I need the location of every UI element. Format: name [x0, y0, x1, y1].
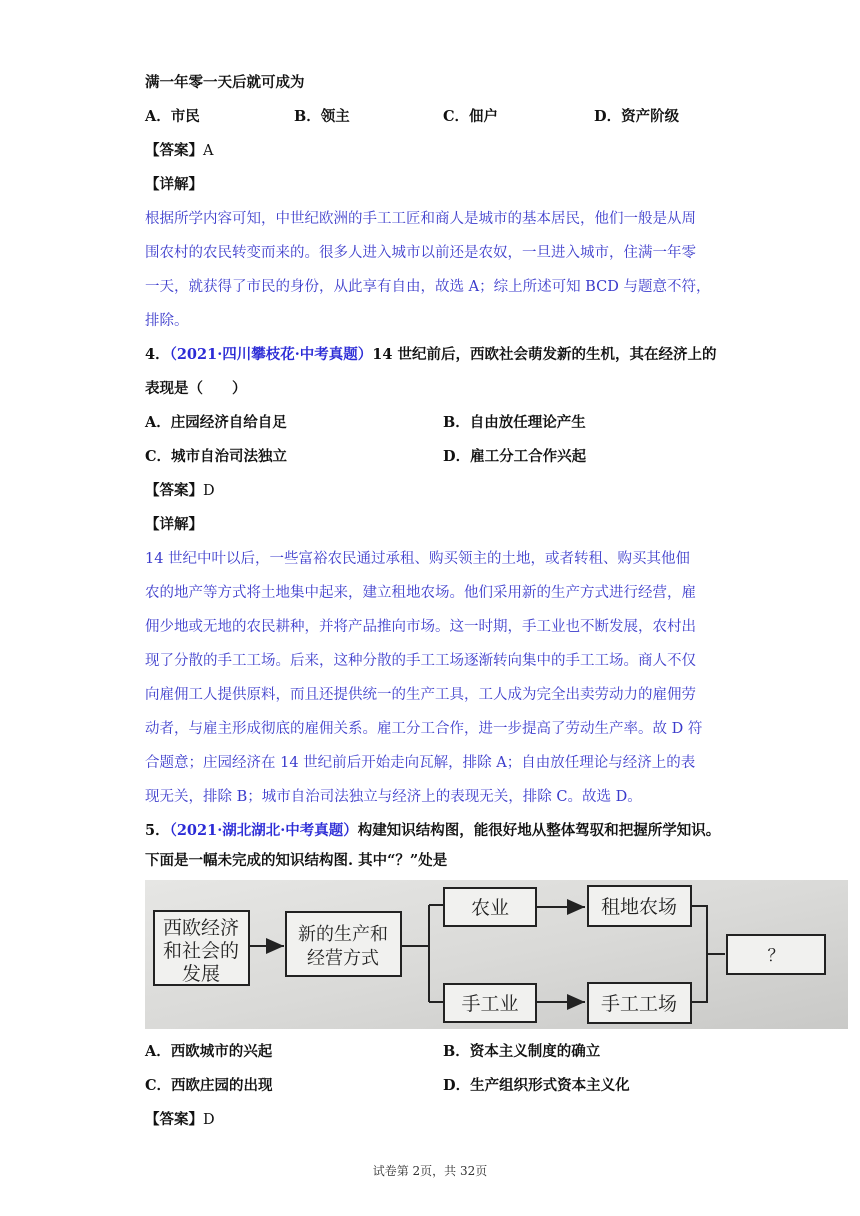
- box-rent-farm: [588, 886, 691, 926]
- q4-option-a: A．庄园经济自给自足: [145, 414, 287, 431]
- q3-answer: [145, 141, 213, 161]
- answer-label: 【答案】: [145, 482, 203, 499]
- box-line: 新的生产和: [298, 924, 388, 945]
- q3-explanation-line: 根据所学内容可知，中世纪欧洲的手工工匠和商人是城市的基本居民，他们一般是从周: [145, 211, 696, 227]
- box-label: ？: [767, 946, 785, 966]
- box-label: 租地农场: [600, 896, 678, 918]
- q4-explanation-line: 动者，与雇主形成彻底的雇佣关系。雇工分工合作，进一步提高了劳动生产率。故 D 符: [145, 721, 703, 737]
- q3-option-b: B．领主: [294, 108, 350, 125]
- q4-option-b: B．自由放任理论产生: [443, 414, 586, 431]
- question-number: 5．: [145, 822, 170, 839]
- box-line: 发展: [181, 963, 221, 985]
- question-4-stem-line2: 表现是（ ）: [145, 380, 247, 397]
- q4-explanation-line: 现了分散的手工工场。后来，这种分散的手工工场逐渐转向集中的手工工场。商人不仅: [145, 653, 696, 669]
- question-4-stem: [145, 345, 717, 365]
- q5-option-d: D．生产组织形式资本主义化: [443, 1077, 630, 1094]
- q3-detail-label: 【详解】: [145, 176, 203, 193]
- q4-option-c: C．城市自治司法独立: [145, 448, 288, 465]
- answer-label: 【答案】: [145, 1111, 203, 1128]
- box-line: 西欧经济: [162, 917, 240, 939]
- box-workshop: [588, 983, 691, 1023]
- box-line: 和社会的: [162, 940, 240, 962]
- answer-label: 【答案】: [145, 142, 203, 159]
- q4-answer: [145, 481, 215, 501]
- answer-value: D: [203, 483, 215, 499]
- box-unknown-answer: [727, 935, 825, 974]
- question-text: 14 世纪前后，西欧社会萌发新的生机，其在经济上的: [372, 346, 717, 363]
- q4-explanation-line: 现无关，排除 B；城市自治司法独立与经济上的表现无关，排除 C。故选 D。: [145, 789, 642, 805]
- box-handicraft: [444, 984, 536, 1022]
- q4-explanation-line: 佣少地或无地的农民耕种，并将产品推向市场。这一时期，手工业也不断发展，农村出: [145, 619, 696, 635]
- q4-explanation-line: 向雇佣工人提供原料，而且还提供统一的生产工具，工人成为完全出卖劳动力的雇佣劳: [145, 687, 696, 703]
- question-number: 4．: [145, 346, 170, 363]
- box-label: 手工业: [461, 993, 519, 1015]
- q4-explanation-line: 农的地产等方式将土地集中起来，建立租地农场。他们采用新的生产方式进行经营，雇: [145, 585, 696, 601]
- q5-answer: [145, 1110, 215, 1130]
- question-5-stem: [145, 821, 720, 841]
- answer-value: A: [203, 143, 214, 159]
- q3-option-a: A．市民: [145, 108, 200, 125]
- q4-option-d: D．雇工分工合作兴起: [443, 448, 587, 465]
- question-source: （2021·四川攀枝花·中考真题）: [169, 346, 373, 363]
- question-3-stem-end: 满一年零一天后就可成为: [145, 74, 305, 91]
- box-west-europe-development: [154, 911, 249, 985]
- q3-option-d: D．资产阶级: [594, 108, 680, 125]
- box-line: 经营方式: [307, 948, 379, 969]
- q3-explanation-line: 一天，就获得了市民的身份，从此享有自由，故选 A；综上所述可知 BCD 与题意不符，: [145, 279, 711, 295]
- box-new-production-methods: [286, 912, 401, 976]
- box-label: 手工工场: [600, 993, 678, 1015]
- q4-detail-label: 【详解】: [145, 516, 203, 533]
- box-agriculture: [444, 888, 536, 926]
- question-text: 构建知识结构图，能很好地从整体驾驭和把握所学知识。: [357, 822, 721, 839]
- q3-option-c: C．佃户: [443, 108, 499, 125]
- q5-option-a: A．西欧城市的兴起: [145, 1043, 273, 1060]
- q5-option-c: C．西欧庄园的出现: [145, 1077, 273, 1094]
- knowledge-structure-diagram: [145, 880, 848, 1029]
- q4-explanation-line: 合题意；庄园经济在 14 世纪前后开始走向瓦解，排除 A；自由放任理论与经济上的表: [145, 755, 696, 771]
- question-5-stem-line2: 下面是一幅未完成的知识结构图. 其中“？”处是: [145, 852, 448, 869]
- q3-explanation-line: 排除。: [145, 313, 189, 329]
- answer-value: D: [203, 1112, 215, 1128]
- page-footer: 试卷第 2页，共 32页: [372, 1164, 488, 1178]
- q3-explanation-line: 围农村的农民转变而来的。很多人进入城市以前还是农奴，一旦进入城市，住满一年零: [145, 245, 696, 261]
- q4-explanation-line: 14 世纪中叶以后，一些富裕农民通过承租、购买领主的土地，或者转租、购买其他佃: [145, 551, 691, 567]
- q5-option-b: B．资本主义制度的确立: [443, 1043, 601, 1060]
- box-label: 农业: [470, 897, 510, 919]
- question-source: （2021·湖北湖北·中考真题）: [169, 822, 358, 839]
